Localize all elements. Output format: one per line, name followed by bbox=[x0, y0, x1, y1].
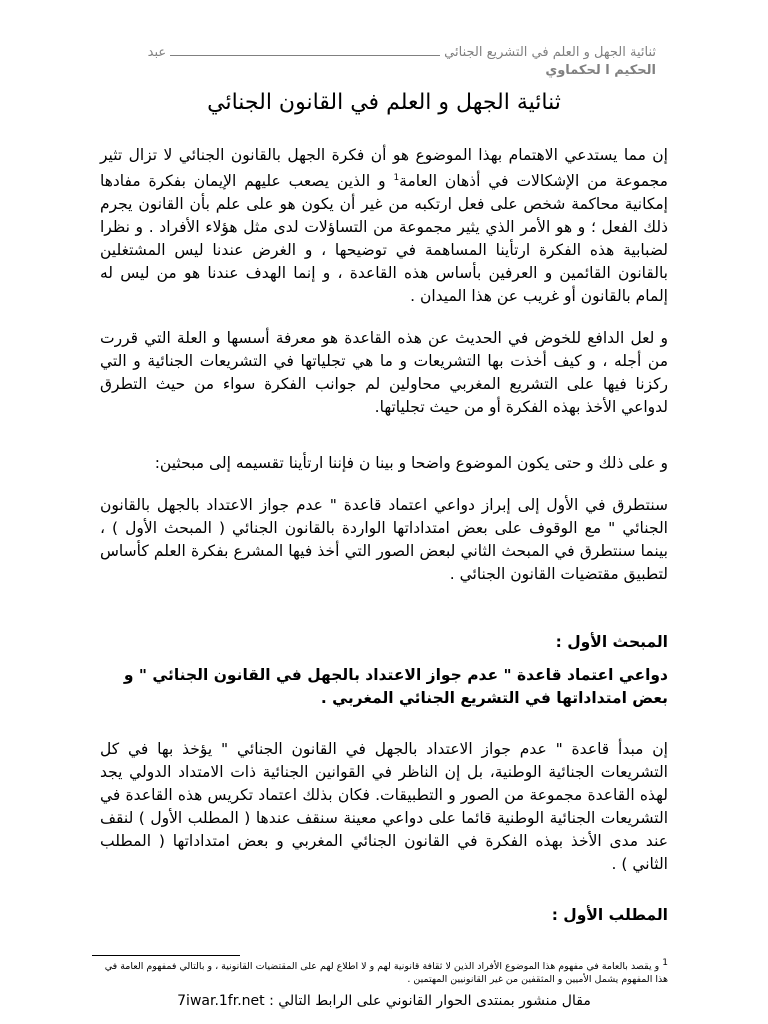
paragraph-principle: إن مبدأ قاعدة " عدم جواز الاعتداد بالجهل في القانون الجنائي " يؤخذ بها في كل التشريعات الجنائية الوطنية، بل إن الناظر في القوانين الجنائية ذات الامتداد الدولي يجد لهذه القاعدة مجموعة من الصور و التطبيقات. فكان بذلك اعتماد تكريس هذه القاعدة في التشريعات الجنائية الوطنية قائما على دواعي معينة سنقف عندها ( المطلب الأول ) لنقف عند مدى الأخذ بهذه الفكرة في القانون الجنائي المغربي و بعض امتداداتها ( المطلب الثاني ) . bbox=[100, 740, 668, 873]
paragraph-plan: سنتطرق في الأول إلى إبراز دواعي اعتماد قاعدة " عدم جواز الاعتداد بالجهل بالقانون الجنائي " مع الوقوف على بعض امتداداتها الواردة بالقانون الجنائي ( المبحث الأول ) ، بينما سنتطرق في المبحث الثاني لبعض الصور التي أخذ فيها المشرع بفكرة العلم كأساس لتطبيق مقتضيات القانون الجنائي . bbox=[100, 496, 668, 583]
header-author-first: عبد bbox=[147, 45, 167, 60]
header-underline bbox=[170, 45, 440, 56]
footnote-text: و يقصد بالعامة في مفهوم هذا الموضوع الأفراد الذين لا ثقافة قانونية لهم و لا اطلاع لهم على المقتضيات القانونية ، و بالتالي فمفهوم العامة في هذا المفهوم يشمل الأميين و المثقفين من غير القانونيين المهتمين . bbox=[104, 961, 668, 986]
section-heading: المبحث الأول : bbox=[555, 633, 668, 651]
footnote-separator bbox=[92, 955, 240, 956]
paragraph-intro bbox=[100, 144, 668, 308]
subsection-heading: المطلب الأول : bbox=[551, 906, 668, 924]
paragraph-division: و على ذلك و حتى يكون الموضوع واضحا و بينا ن فإننا ارتأينا تقسيمه إلى مبحثين: bbox=[154, 454, 668, 472]
header-author-last: الحكيم ا لحكماوي bbox=[545, 63, 656, 78]
paragraph-intro-continued: و الذين يصعب عليهم الإيمان بفكرة مفادها إمكانية محاكمة شخص على فعل ارتكبه من غير أن يكون هو على علم بأن القانون يجرم ذلك الفعل ؛ و هو الأمر الذي يثير مجموعة من التساؤلات لدى مثل هؤلاء الأفراد . و نظرا لضبابية هذه الفكرة ارتأينا المساهمة في توضيحها ، و الغرض عندنا ليس المشتغلين بالقانون القائمين و العرفين بأساس هذه القاعدة ، و إنما الهدف عندنا هو من ليس له إلمام بالقانون أو غريب عن هذا الميدان . bbox=[100, 172, 668, 306]
paragraph-motivation: و لعل الدافع للخوض في الحديث عن هذه القاعدة هو معرفة أسسها و العلة التي قررت من أجله ، و كيف أخذت بها التشريعات و ما هي تجلياتها في التشريعات الجنائية و التي ركزنا فيها على التشريع المغربي محاولين لم جوانب الفكرة سواء من حيث التطرق لدواعي الأخذ بهذه الفكرة أو من حيث تجلياتها. bbox=[100, 329, 668, 416]
footnote-number: 1 bbox=[662, 958, 668, 968]
section-title: دواعي اعتماد قاعدة " عدم جواز الاعتداد بالجهل في القانون الجنائي " و بعض امتداداتها في التشريع الجنائي المغربي . bbox=[123, 666, 668, 707]
paragraph-intro-text: إن مما يستدعي الاهتمام بهذا الموضوع هو أن فكرة الجهل بالقانون الجنائي لا تزال تثير مجموعة من الإشكالات في أذهان العامة bbox=[100, 146, 668, 191]
page-footer: مقال منشور بمنتدى الحوار القانوني على الرابط التالي : 7iwar.1fr.net bbox=[177, 993, 591, 1009]
page-title: ثنائية الجهل و العلم في القانون الجنائي bbox=[207, 90, 561, 115]
header-title: ثنائية الجهل و العلم في التشريع الجنائي bbox=[444, 45, 656, 60]
footnote bbox=[92, 957, 668, 986]
footnote-reference[interactable]: 1 bbox=[393, 173, 400, 183]
running-header bbox=[112, 44, 656, 80]
